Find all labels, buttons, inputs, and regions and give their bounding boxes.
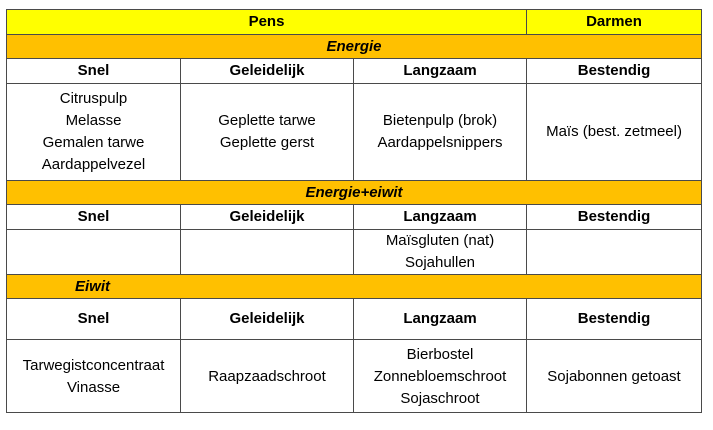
cell-eiwit-geleidelijk	[181, 340, 354, 413]
section-title-eiwit: Eiwit	[7, 275, 702, 299]
header-row	[7, 10, 702, 35]
col-snel: Snel	[7, 205, 181, 230]
section-title-energie: Energie	[7, 35, 702, 59]
col-bestendig: Bestendig	[527, 59, 702, 84]
feed-item: Raapzaadschroot	[208, 368, 326, 385]
column-header-row	[7, 299, 702, 340]
col-snel: Snel	[7, 59, 181, 84]
col-langzaam: Langzaam	[354, 299, 527, 340]
column-header-row	[7, 59, 702, 84]
feed-item: Melasse	[65, 112, 122, 129]
feed-item: Sojahullen	[404, 254, 476, 271]
header-darmen: Darmen	[527, 10, 702, 35]
cell-energie-snel	[7, 84, 181, 181]
feed-table	[6, 9, 702, 413]
cell-energie-bestendig	[527, 84, 702, 181]
cell-energie-geleidelijk	[181, 84, 354, 181]
feed-item: Zonnebloemschroot	[373, 368, 507, 385]
feed-item: Maïs (best. zetmeel)	[546, 123, 682, 140]
feed-item: Tarwegistconcentraat	[22, 357, 165, 374]
feed-item: Citruspulp	[59, 90, 128, 107]
column-header-row	[7, 205, 702, 230]
col-geleidelijk: Geleidelijk	[181, 205, 354, 230]
col-bestendig: Bestendig	[527, 299, 702, 340]
header-pens: Pens	[7, 10, 527, 35]
cell-energie-eiwit-snel	[7, 230, 181, 275]
col-geleidelijk: Geleidelijk	[181, 299, 354, 340]
section-title-energie-eiwit: Energie+eiwit	[7, 181, 702, 205]
feed-item: Sojabonnen getoast	[547, 368, 681, 385]
feed-item: Geplette tarwe	[218, 112, 316, 129]
section-row-energie	[7, 35, 702, 59]
items-row-energie	[7, 84, 702, 181]
feed-item: Maïsgluten (nat)	[385, 232, 495, 249]
feed-item: Bierbostel	[406, 346, 474, 363]
cell-eiwit-langzaam	[354, 340, 527, 413]
feed-item: Geplette gerst	[219, 134, 315, 151]
col-bestendig: Bestendig	[527, 205, 702, 230]
feed-item: Gemalen tarwe	[42, 134, 145, 151]
feed-item: Sojaschroot	[400, 390, 480, 407]
col-langzaam: Langzaam	[354, 205, 527, 230]
section-row-eiwit	[7, 275, 702, 299]
cell-energie-eiwit-geleidelijk	[181, 230, 354, 275]
cell-energie-eiwit-langzaam	[354, 230, 527, 275]
feed-item: Aardappelsnippers	[377, 134, 503, 151]
cell-eiwit-bestendig	[527, 340, 702, 413]
items-row-eiwit	[7, 340, 702, 413]
col-snel: Snel	[7, 299, 181, 340]
items-row-energie-eiwit	[7, 230, 702, 275]
feed-item: Bietenpulp (brok)	[382, 112, 498, 129]
col-geleidelijk: Geleidelijk	[181, 59, 354, 84]
cell-eiwit-snel	[7, 340, 181, 413]
feed-item: Aardappelvezel	[41, 156, 146, 173]
cell-energie-langzaam	[354, 84, 527, 181]
col-langzaam: Langzaam	[354, 59, 527, 84]
feed-item: Vinasse	[66, 379, 121, 396]
section-row-energie-eiwit	[7, 181, 702, 205]
cell-energie-eiwit-bestendig	[527, 230, 702, 275]
